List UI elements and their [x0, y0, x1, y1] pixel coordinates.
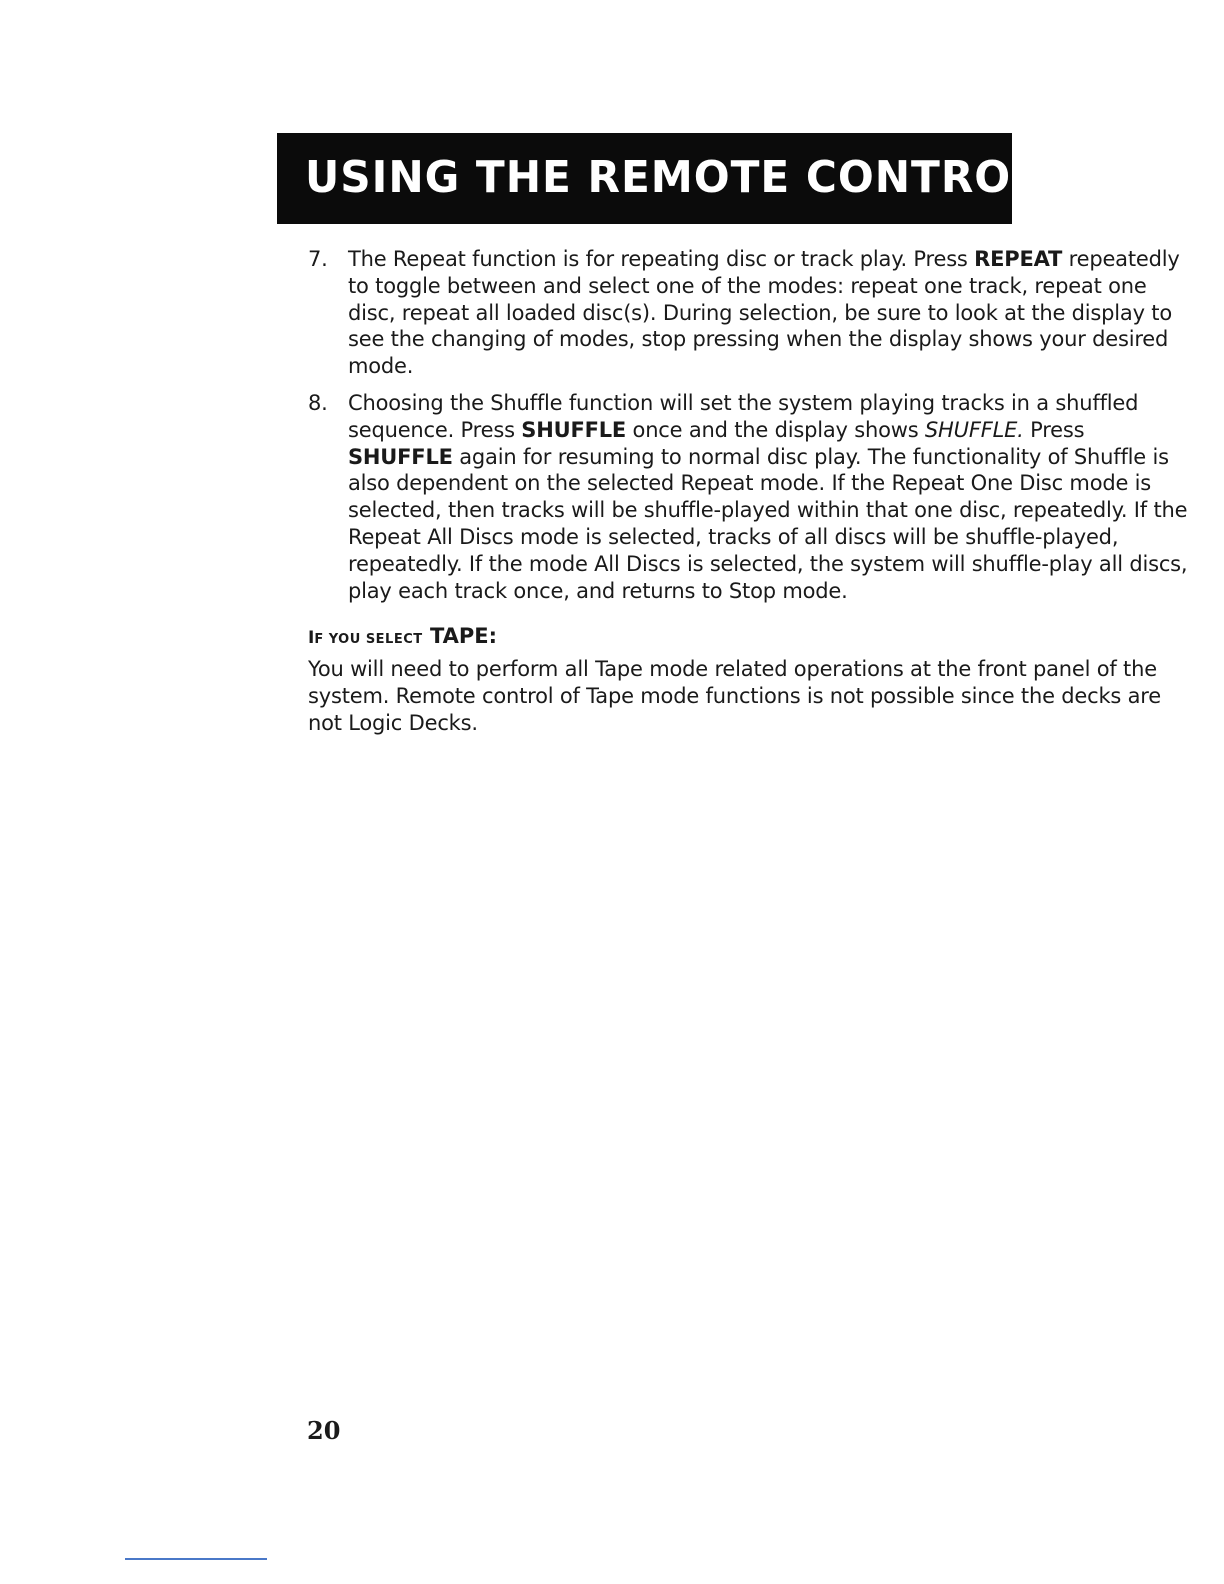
repeat-button-label: REPEAT: [974, 247, 1063, 271]
shuffle-button-label: SHUFFLE: [348, 444, 453, 469]
text-segment: once and the display shows: [626, 417, 925, 442]
subheading-tape-word: TAPE:: [429, 624, 498, 648]
page-number: 20: [307, 1416, 341, 1445]
section-header-bar: [277, 133, 1040, 224]
item-text: [348, 246, 1188, 380]
text-segment: Press: [1023, 417, 1085, 442]
list-item-repeat: [308, 246, 1188, 380]
subheading-initial: I: [308, 628, 315, 648]
display-readout: SHUFFLE.: [924, 417, 1024, 442]
subheading-smallcaps: F YOU SELECT: [314, 632, 423, 647]
footer-rule: [125, 1558, 267, 1560]
item-text: [348, 390, 1188, 604]
tape-subheading: [308, 622, 497, 654]
item-number: 7.: [308, 247, 328, 271]
item-number: 8.: [308, 390, 328, 415]
text-segment: The Repeat function is for repeating disc or track play. Press: [348, 247, 975, 271]
list-item-shuffle: [308, 390, 1188, 604]
section-title: USING THE REMOTE CONTROL: [305, 152, 1040, 203]
text-segment: Choosing the Shuffle function will set the system playing tracks in a shuffled sequence. Press: [348, 390, 1139, 442]
text-segment: again for resuming to normal disc play. The functionality of Shuffle is also dependent on the selected Repeat mode. If the Repeat One Disc mode is selected, then tracks will be shuffle-played within that one disc, repeatedly. If the Repeat All Discs mode is selected, tracks of all discs will be shuffle-played, repeatedly. If the mode All Discs is selected, the system will shuffle-play all discs, play each track once, and returns to Stop mode.: [348, 444, 1188, 603]
text-segment: repeatedly to toggle between and select one of the modes: repeat one track, repeat one disc, repeat all loaded disc(s). During selection, be sure to look at the display to see the changing of modes, stop pressing when the display shows your desired mode.: [348, 247, 1180, 379]
instruction-list: [308, 246, 1188, 614]
shuffle-button-label: SHUFFLE: [521, 417, 627, 442]
tape-paragraph: You will need to perform all Tape mode related operations at the front panel of the system. Remote control of Tape mode functions is not possible since the decks are not Logic Decks.: [308, 657, 1162, 735]
